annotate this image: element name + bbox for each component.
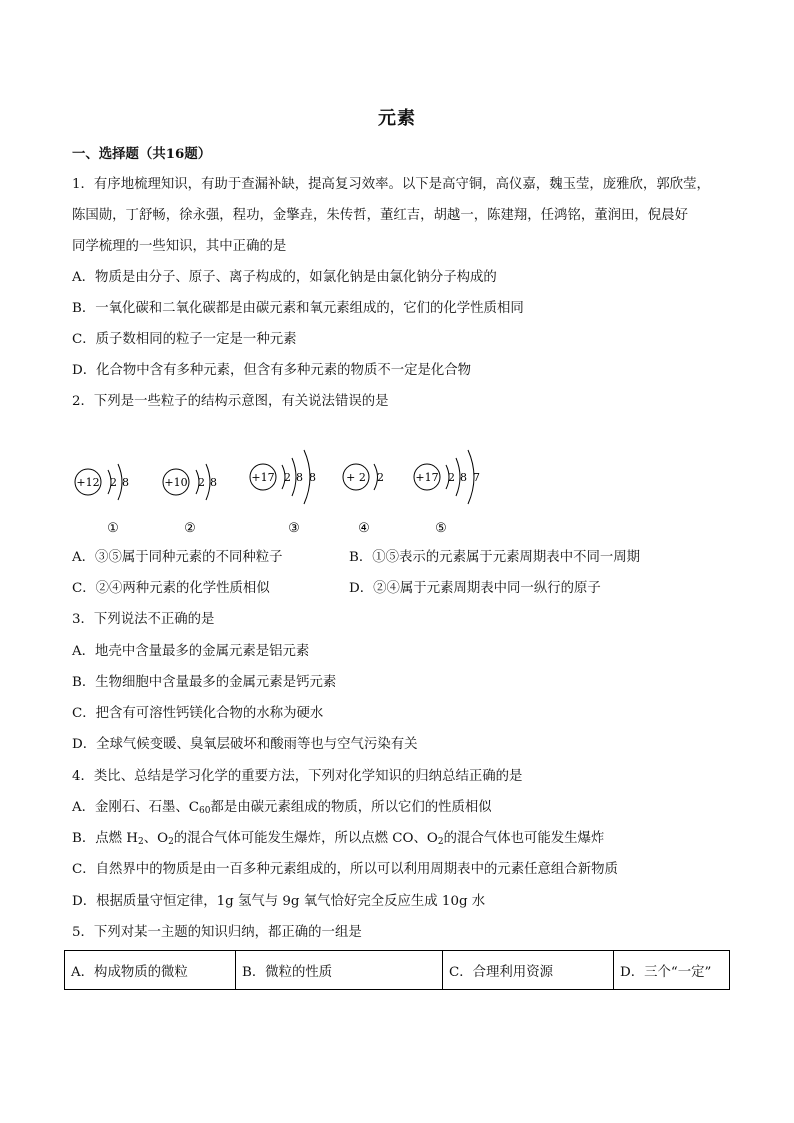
- nucleus-label: + 2: [346, 471, 366, 484]
- page-title: 元素: [378, 108, 416, 129]
- q3-stem: 3．下列说法不正确的是: [72, 612, 215, 627]
- q2-option-d: D．②④属于元素周期表中同一纵行的原子: [349, 581, 601, 596]
- section-heading: 一、选择题（共16题）: [72, 146, 212, 162]
- diagram-5: [414, 450, 480, 536]
- table-header-cell: A．构成物质的微粒: [65, 951, 236, 990]
- q2-option-b: B．①⑤表示的元素属于元素周期表中不同一周期: [349, 550, 641, 565]
- table-header-cell: D．三个“一定”: [614, 951, 730, 990]
- electron-count: 2: [198, 476, 205, 489]
- electron-count: 8: [210, 476, 217, 489]
- q3-option-c: C．把含有可溶性钙镁化合物的水称为硬水: [72, 706, 324, 721]
- electron-count: 2: [284, 471, 291, 484]
- q4-option-b: B．点燃 $H_2$、$O_2$的混合气体可能发生爆炸，所以点燃 CO、$O_2$的混合气体也可能发生爆炸: [72, 831, 605, 847]
- diagram-4: [343, 464, 384, 536]
- diagram-label: ②: [184, 521, 196, 536]
- q2-option-a: A．③⑤属于同种元素的不同种粒子: [72, 550, 283, 565]
- q3-option-a: A．地壳中含量最多的金属元素是铝元素: [72, 644, 310, 659]
- electron-count: 2: [110, 476, 117, 489]
- q1-option-d: D．化合物中含有多种元素，但含有多种元素的物质不一定是化合物: [72, 363, 472, 378]
- q4-stem: 4．类比、总结是学习化学的重要方法，下列对化学知识的归纳总结正确的是: [72, 769, 523, 784]
- electron-count: 7: [473, 471, 480, 484]
- electron-count: 2: [377, 471, 384, 484]
- table-header-cell: B．微粒的性质: [236, 951, 443, 990]
- nucleus-label: +12: [76, 476, 100, 489]
- q1-option-b: B．一氧化碳和二氧化碳都是由碳元素和氧元素组成的，它们的化学性质相同: [72, 301, 524, 316]
- diagram-1: [75, 464, 129, 536]
- nucleus-label: +10: [164, 476, 188, 489]
- diagram-label: ⑤: [435, 521, 447, 536]
- electron-count: 8: [460, 471, 467, 484]
- atomic-structure-diagrams: [60, 420, 500, 544]
- diagram-3: [250, 450, 316, 536]
- electron-count: 8: [122, 476, 129, 489]
- diagram-2: [163, 464, 217, 536]
- q3-option-d: D．全球气候变暖、臭氧层破坏和酸雨等也与空气污染有关: [72, 737, 418, 752]
- q3-option-b: B．生物细胞中含量最多的金属元素是钙元素: [72, 675, 337, 690]
- q5-stem: 5．下列对某一主题的知识归纳，都正确的一组是: [72, 925, 362, 940]
- q1-stem-line-1: 1．有序地梳理知识，有助于查漏补缺，提高复习效率。以下是高守铜，高仪嘉，魏玉莹，庞雅欣，郭欣莹，: [72, 177, 710, 192]
- q2-option-c: C．②④两种元素的化学性质相似: [72, 581, 270, 596]
- table-row: [65, 951, 730, 990]
- diagram-label: ③: [288, 521, 300, 536]
- q4-option-d: D．根据质量守恒定律，1g 氢气与 9g 氧气恰好完全反应生成 10g 水: [72, 894, 486, 909]
- electron-count: 2: [448, 471, 455, 484]
- q1-stem-line-3: 同学梳理的一些知识，其中正确的是: [72, 239, 287, 254]
- q1-option-c: C．质子数相同的粒子一定是一种元素: [72, 332, 297, 347]
- q4-option-c: C．自然界中的物质是由一百多种元素组成的，所以可以利用周期表中的元素任意组合新物质: [72, 862, 618, 877]
- q2-stem: 2．下列是一些粒子的结构示意图，有关说法错误的是: [72, 394, 389, 409]
- electron-count: 8: [296, 471, 303, 484]
- diagram-label: ④: [358, 521, 370, 536]
- q1-option-a: A．物质是由分子、原子、离子构成的，如氯化钠是由氯化钠分子构成的: [72, 270, 497, 285]
- table-header-cell: C．合理利用资源: [443, 951, 614, 990]
- electron-count: 8: [309, 471, 316, 484]
- q1-stem-line-2: 陈国勋，丁舒畅，徐永强，程功，金擎垚，朱传哲，董红吉，胡越一，陈建翔，任鸿铭，董润田，倪晨好: [72, 208, 688, 223]
- q4-option-a: A．金刚石、石墨、$C_{60}$都是由碳元素组成的物质，所以它们的性质相似: [72, 800, 492, 816]
- nucleus-label: +17: [415, 471, 439, 484]
- q5-options-table: [64, 950, 730, 990]
- diagram-label: ①: [107, 521, 119, 536]
- nucleus-label: +17: [251, 471, 275, 484]
